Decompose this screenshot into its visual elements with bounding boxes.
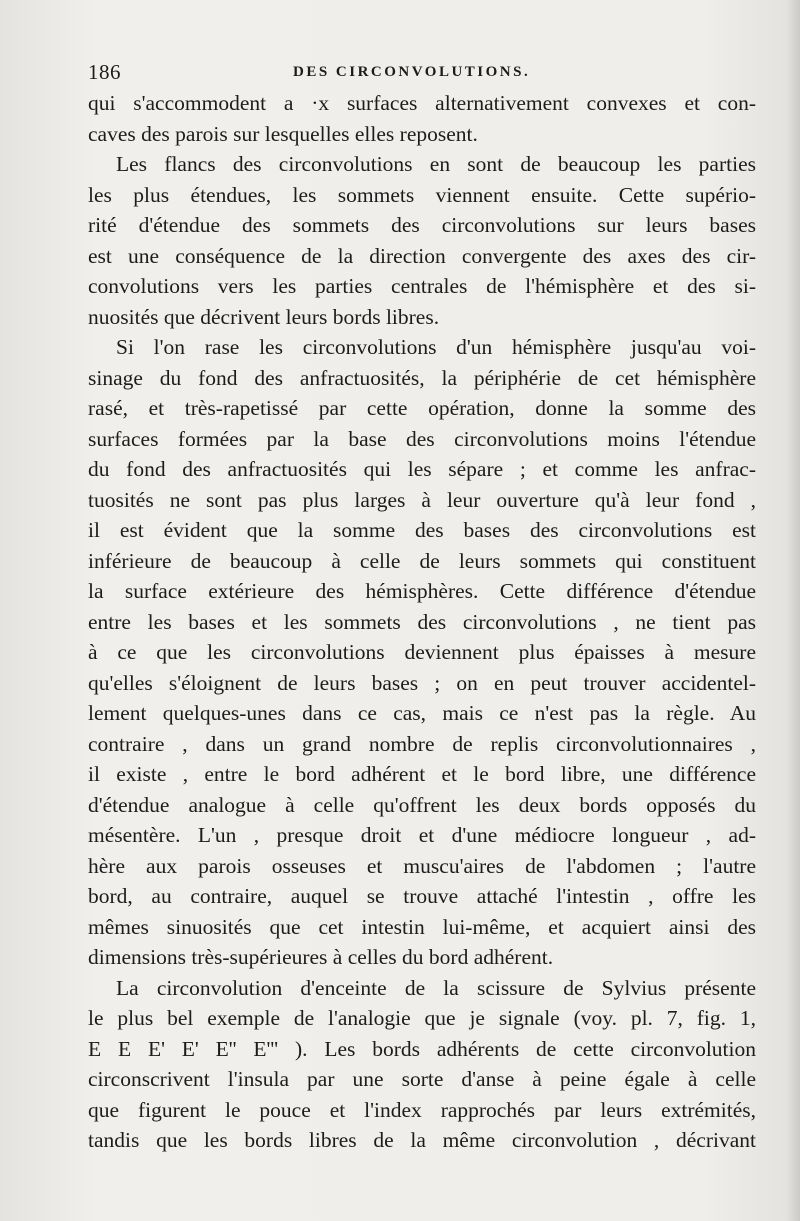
text-line: lement quelques-unes dans ce cas, mais ce n'est pas la règle. Au (88, 701, 756, 725)
page-edge-shadow (786, 0, 800, 1221)
text-line: surfaces formées par la base des circonvolutions moins l'étendue (88, 426, 756, 451)
text-line: d'étendue analogue à celle qu'offrent les deux bords opposés du (88, 792, 756, 817)
text-line: qu'elles s'éloignent de leurs bases ; on en peut trouver accidentel- (88, 670, 756, 695)
text-line: mêmes sinuosités que cet intestin lui-même, et acquiert ainsi des (88, 914, 756, 939)
text-line: circonscrivent l'insula par une sorte d'anse à peine égale à celle (88, 1067, 756, 1091)
text-line: dimensions très-supérieures à celles du bord adhérent. (88, 945, 554, 969)
body-text (88, 88, 756, 1156)
text-line: La circonvolution d'enceinte de la scissure de Sylvius présente (116, 975, 756, 1000)
page-header (88, 60, 760, 90)
text-line: contraire , dans un grand nombre de replis circonvolutionnaires , (88, 731, 756, 756)
text-line: mésentère. L'un , presque droit et d'une médiocre longueur , ad- (88, 823, 756, 847)
text-line: il existe , entre le bord adhérent et le bord libre, une différence (88, 762, 756, 786)
text-line: convolutions vers les parties centrales de l'hémisphère et des si- (88, 274, 756, 298)
text-line: rasé, et très-rapetissé par cette opération, donne la somme des (88, 396, 756, 420)
text-line: du fond des anfractuosités qui les sépare ; et comme les anfrac- (88, 457, 756, 481)
text-line: à ce que les circonvolutions deviennent plus épaisses à mesure (88, 640, 756, 664)
text-line: entre les bases et les sommets des circonvolutions , ne tient pas (88, 609, 756, 634)
text-line: caves des parois sur lesquelles elles reposent. (88, 121, 478, 146)
text-line: inférieure de beaucoup à celle de leurs sommets qui constituent (88, 548, 756, 573)
text-line: E E E' E' E'' E''' ). Les bords adhérents de cette circonvolution (88, 1036, 756, 1061)
text-line: les plus étendues, les sommets viennent ensuite. Cette supério- (88, 182, 756, 207)
text-line: bord, au contraire, auquel se trouve attaché l'intestin , offre les (88, 884, 756, 908)
page-number: 186 (88, 60, 121, 84)
text-line: il est évident que la somme des bases des circonvolutions est (88, 518, 756, 542)
text-line: tuosités ne sont pas plus larges à leur ouverture qu'à leur fond , (88, 487, 756, 512)
text-line: Si l'on rase les circonvolutions d'un hémisphère jusqu'au voi- (116, 335, 756, 359)
text-line: est une conséquence de la direction convergente des axes des cir- (88, 243, 756, 268)
text-line: tandis que les bords libres de la même circonvolution , décrivant (88, 1128, 756, 1152)
text-line: la surface extérieure des hémisphères. Cette différence d'étendue (88, 579, 756, 603)
text-line: hère aux parois osseuses et muscu'aires de l'abdomen ; l'autre (88, 853, 756, 878)
text-line: le plus bel exemple de l'analogie que je signale (voy. pl. 7, fig. 1, (88, 1006, 756, 1030)
text-line: qui s'accommodent a ·x surfaces alternativement convexes et con- (88, 91, 756, 115)
text-line: Les flancs des circonvolutions en sont de beaucoup les parties (116, 152, 756, 176)
text-line: rité d'étendue des sommets des circonvolutions sur leurs bases (88, 213, 756, 237)
text-line: sinage du fond des anfractuosités, la périphérie de cet hémisphère (88, 365, 756, 390)
running-head: DES CIRCONVOLUTIONS. (293, 64, 531, 80)
text-line: nuosités que décrivent leurs bords libres. (88, 304, 440, 329)
text-line: que figurent le pouce et l'index rapprochés par leurs extrémités, (88, 1097, 756, 1122)
